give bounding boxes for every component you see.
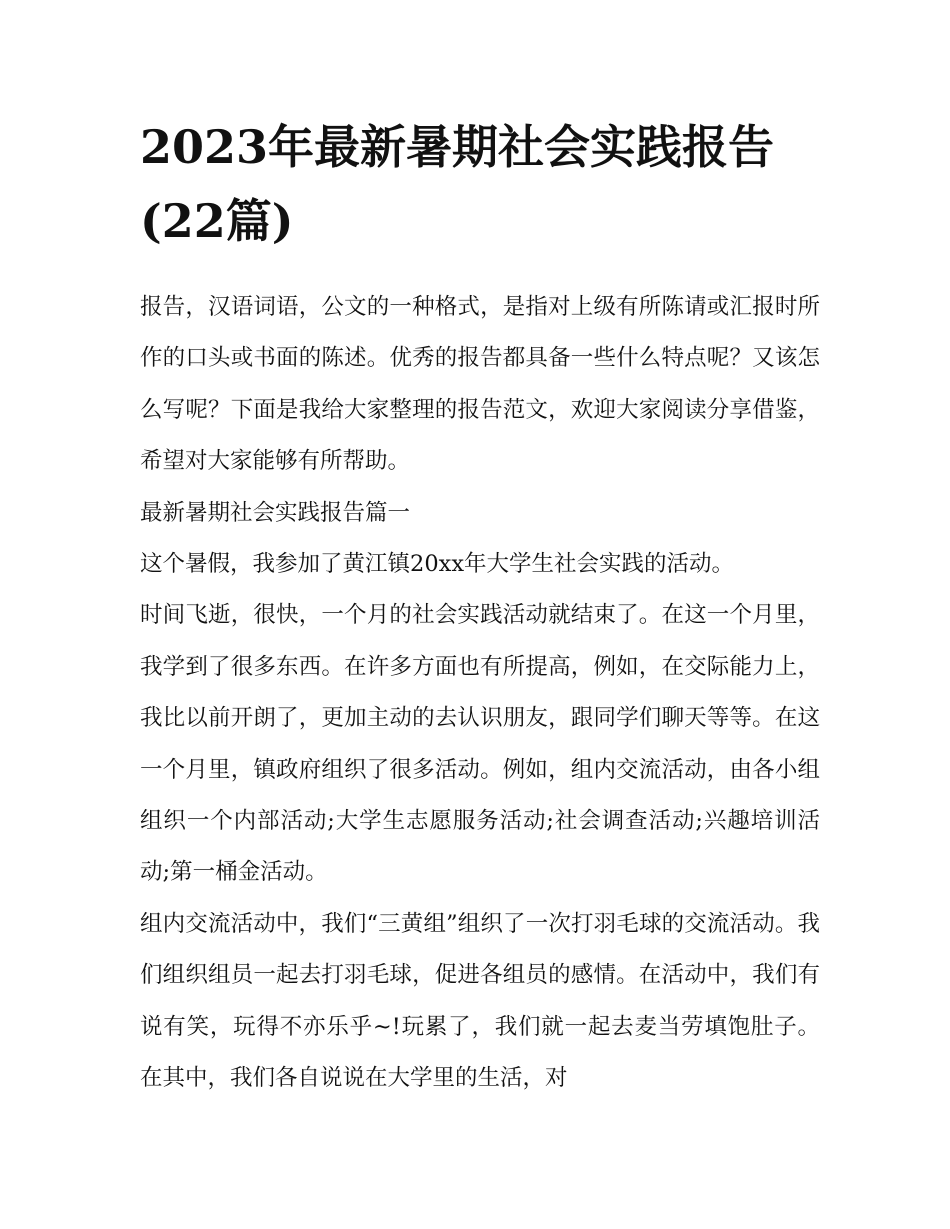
document-title: 2023年最新暑期社会实践报告(22篇) xyxy=(140,120,775,248)
intro-paragraph: 报告，汉语词语，公文的一种格式，是指对上级有所陈请或汇报时所作的口头或书面的陈述。优秀的报告都具备一些什么特点呢？又该怎么写呢？下面是我给大家整理的报告范文，欢迎大家阅读分享借鉴，希望对大家能够有所帮助。 xyxy=(140,294,820,475)
body-paragraph: 这个暑假，我参加了黄江镇20xx年大学生社会实践的活动。 xyxy=(140,551,735,578)
body-paragraph: 组内交流活动中，我们“三黄组”组织了一次打羽毛球的交流活动。我们组织组员一起去打羽毛球，促进各组员的感情。在活动中，我们有说有笑，玩得不亦乐乎~!玩累了，我们就一起去麦当劳填饱肚子。在其中，我们各自说说在大学里的生活，对 xyxy=(140,910,820,1092)
body-paragraph: 时间飞逝，很快，一个月的社会实践活动就结束了。在这一个月里，我学到了很多东西。在许多方面也有所提高，例如，在交际能力上，我比以前开朗了，更加主动的去认识朋友，跟同学们聊天等等。在这一个月里，镇政府组织了很多活动。例如，组内交流活动，由各小组组织一个内部活动;大学生志愿服务活动;社会调查活动;兴趣培训活动;第一桶金活动。 xyxy=(140,602,820,886)
section-heading: 最新暑期社会实践报告篇一 xyxy=(140,499,411,526)
document-body xyxy=(140,282,820,1105)
